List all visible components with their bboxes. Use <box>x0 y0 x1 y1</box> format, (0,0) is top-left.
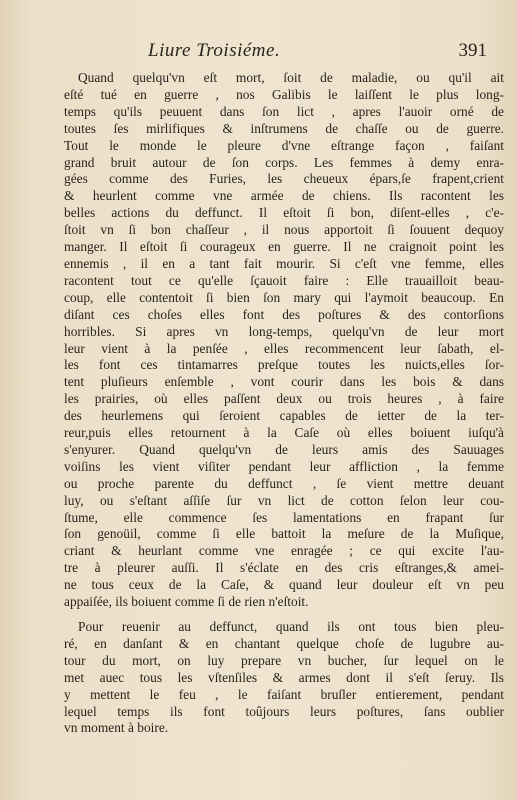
text-line: leur vient à la penſée , elles recommencent leur ſabath, el- <box>64 340 504 356</box>
text-line: horribles. Si apres vn long-temps, quelqu'vn de leur mort <box>64 323 504 339</box>
text-line: criant & heurlant comme vne enragée ; ce qui excite l'au- <box>64 543 504 559</box>
text-line: ſtoit vn ſi bon chaſſeur , il nous apportoit ſi ſouuent dequoy <box>64 222 504 238</box>
text-line: ne tous ceux de la Caſe, & quand leur douleur eſt vn peu <box>64 577 504 593</box>
text-line: reur,puis elles retournent à la Caſe où elles boiuent iuſqu'à <box>64 425 504 441</box>
text-line: grand bruit autour de ſon corps. Les femmes à demy enra- <box>64 154 504 170</box>
page-header <box>70 40 487 66</box>
text-line: ou proche parente du deffunct , ſe vient mettre deuant <box>64 475 504 491</box>
text-line: & heurlent comme vne armée de chiens. Ils racontent les <box>64 188 504 204</box>
paragraph <box>64 619 504 737</box>
text-line: ſtume, elle commence ſes lamentations en frapant ſur <box>64 509 504 525</box>
text-line: diſant ces choſes elles font des poſtures & des contorſions <box>64 306 504 322</box>
text-line: temps qu'ils peuuent dans ſon lict , apres l'auoir orné de <box>64 103 504 119</box>
text-line: gées comme des Furies, les cheueux épars,ſe frapent,crient <box>64 171 504 187</box>
text-line: belles actions du deffunct. Il eſtoit ſi bon, diſent-elles , c'e- <box>64 205 504 221</box>
text-line: vn moment à boire. <box>64 720 169 736</box>
text-line: ennemis , il en a tant fait mourir. Si c'eſt vne femme, elles <box>64 255 504 271</box>
text-line: luy, ou s'eſtant aſſiſe ſur vn lict de cotton ſelon leur cou- <box>64 492 504 508</box>
text-line: coup, elle contentoit ſi bien ſon mary qui l'aymoit beaucoup. En <box>64 289 504 305</box>
page-number: 391 <box>458 40 487 61</box>
text-line: Pour reuenir au deffunct, quand ils ont tous bien pleu- <box>78 619 504 634</box>
text-line: y mettent le feu , le faiſant bruſler entierement, pendant <box>64 686 504 702</box>
paragraph <box>64 70 504 611</box>
text-line: appaiſée, ils boiuent comme ſi de rien n'eſtoit. <box>64 594 309 610</box>
text-line: les font ces tintamarres preſque toutes les nuicts,elles ſor- <box>64 357 504 373</box>
text-line: racontent tout ce qu'elle ſçauoit faire : Elle trauailloit beau- <box>64 272 504 288</box>
text-line: Quand quelqu'vn eſt mort, ſoit de maladie, ou qu'il ait <box>78 70 504 85</box>
text-line: ré, en danſant & en chantant quelque choſe de lugubre au- <box>64 635 504 651</box>
body-text <box>64 70 504 737</box>
text-line: Tout le monde le pleure d'vne eſtrange façon , faiſant <box>64 137 504 153</box>
text-line: s'enyurer. Quand quelqu'vn de leurs amis des Sauuages <box>64 441 504 457</box>
text-line: toutes ſes mirlifiques & inſtrumens de chaſſe ou de guerre. <box>64 120 504 136</box>
paragraph-gap <box>64 611 504 619</box>
text-line: eſté tué en guerre , nos Galibis le laiſſent le plus long- <box>64 86 504 102</box>
text-line: lequel temps ils font toûjours leurs poſtures, ſans oublier <box>64 703 504 719</box>
text-line: voiſins les vient viſiter pendant leur affliction , la femme <box>64 458 504 474</box>
running-head: Liure Troisiéme. <box>148 40 281 61</box>
text-line: les prairies, où elles paſſent deux ou trois heures , à faire <box>64 391 504 407</box>
text-line: met auec tous les vſtenſiles & armes dont il s'eſt ſeruy. Ils <box>64 669 504 685</box>
text-line: manger. Il eſtoit ſi courageux en guerre. Il ne craignoit point les <box>64 239 504 255</box>
text-line: tre à pleurer auſſi. Il s'éclate en des cris eſtranges,& ameі- <box>64 560 504 576</box>
text-line: des heurlemens qui ſeroient capables de ietter de la ter- <box>64 408 504 424</box>
text-line: tour du mort, on luy prepare vn bucher, ſur lequel on le <box>64 652 504 668</box>
text-line: tent pluſieurs enſemble , vont courir dans les bois & dans <box>64 374 504 390</box>
text-line: ſon genoüil, comme ſi elle battoit la meſure de la Muſique, <box>64 526 504 542</box>
